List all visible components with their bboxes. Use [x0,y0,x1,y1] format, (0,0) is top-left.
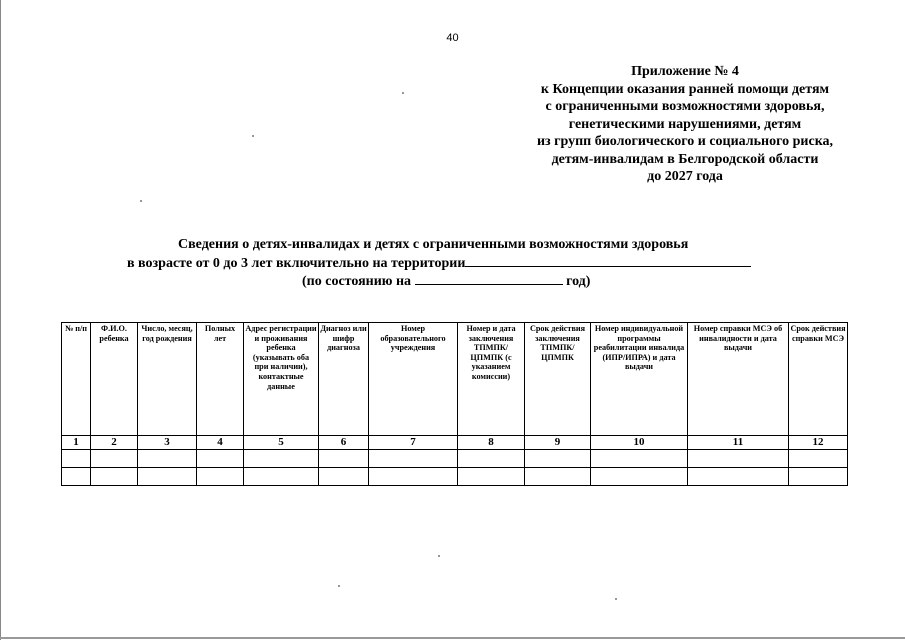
table-cell [369,468,458,486]
appendix-line: детям-инвалидам в Белгородской области [551,151,819,167]
scan-speck [252,135,254,137]
scan-speck [402,92,404,94]
table-cell [458,468,525,486]
table-cell [244,468,319,486]
title-line-1: Сведения о детях-инвалидах и детях с ограниченными возможностями здоровья [178,237,689,252]
table-cell [138,450,197,468]
table-cell [91,450,138,468]
table-cell [458,450,525,468]
scan-speck [140,200,142,202]
table-cell [369,450,458,468]
column-number: 7 [369,436,458,450]
appendix-line: до 2027 года [647,169,723,184]
scan-speck [338,585,340,587]
scan-speck [438,555,440,557]
column-number: 12 [789,436,848,450]
column-header: Диагноз или шифр диагноза [319,323,369,436]
table-row [62,450,848,468]
title-line-2 [127,254,751,273]
table-cell [591,468,688,486]
column-header: Адрес регистрации и проживания ребенка (указывать оба при наличии), контактные данные [244,323,319,436]
table-cell [525,450,591,468]
table-cell [591,450,688,468]
scan-bottom-edge [0,637,905,639]
territory-label: в возрасте от 0 до 3 лет включительно на территории [127,256,466,271]
column-number: 1 [62,436,91,450]
title-line-3 [302,272,590,291]
column-header: Номер и дата заключения ТПМПК/ ЦПМПК (с указанием комиссии) [458,323,525,436]
appendix-line: генетическими нарушениями, детям [568,116,802,132]
column-number-row [62,436,848,450]
column-number: 4 [197,436,244,450]
date-blank [415,272,563,285]
year-label: год) [566,274,591,289]
table-cell [91,468,138,486]
column-header: Номер справки МСЭ об инвалидности и дата выдачи [688,323,789,436]
date-label: (по состоянию на [302,274,412,289]
table-cell [197,468,244,486]
column-header: Срок действия заключения ТПМПК/ ЦПМПК [525,323,591,436]
appendix-header [500,63,870,186]
table-cell [244,450,319,468]
column-number: 10 [591,436,688,450]
column-header: Номер индивидуальной программы реабилитации инвалида (ИПР/ИПРА) и дата выдачи [591,323,688,436]
column-header: Номер образовательного учреждения [369,323,458,436]
appendix-line: из групп биологического и социального риска, [536,134,834,149]
appendix-line: с ограниченными возможностями здоровья, [545,99,825,114]
appendix-line: к Концепции оказания ранней помощи детям [540,81,830,97]
column-header: Число, месяц, год рождения [138,323,197,436]
table-cell [789,450,848,468]
page-number: 40 [446,32,459,44]
column-header: Полных лет [197,323,244,436]
table-cell [688,450,789,468]
scan-left-edge [0,0,1,640]
table-header-row [62,323,848,436]
column-number: 2 [91,436,138,450]
column-number: 6 [319,436,369,450]
table-cell [138,468,197,486]
column-header: № п/п [62,323,91,436]
table-cell [525,468,591,486]
column-number: 3 [138,436,197,450]
appendix-line: Приложение № 4 [631,64,739,79]
column-number: 8 [458,436,525,450]
column-header: Срок действия справки МСЭ [789,323,848,436]
table-cell [197,450,244,468]
table-cell [688,468,789,486]
table-row [62,468,848,486]
children-data-table [61,322,848,486]
column-number: 9 [525,436,591,450]
scan-speck [615,598,617,600]
column-number: 11 [688,436,789,450]
table-cell [62,468,91,486]
column-header: Ф.И.О. ребенка [91,323,138,436]
table-cell [789,468,848,486]
column-number: 5 [244,436,319,450]
table-cell [319,450,369,468]
table-cell [62,450,91,468]
territory-blank [465,254,751,267]
table-cell [319,468,369,486]
